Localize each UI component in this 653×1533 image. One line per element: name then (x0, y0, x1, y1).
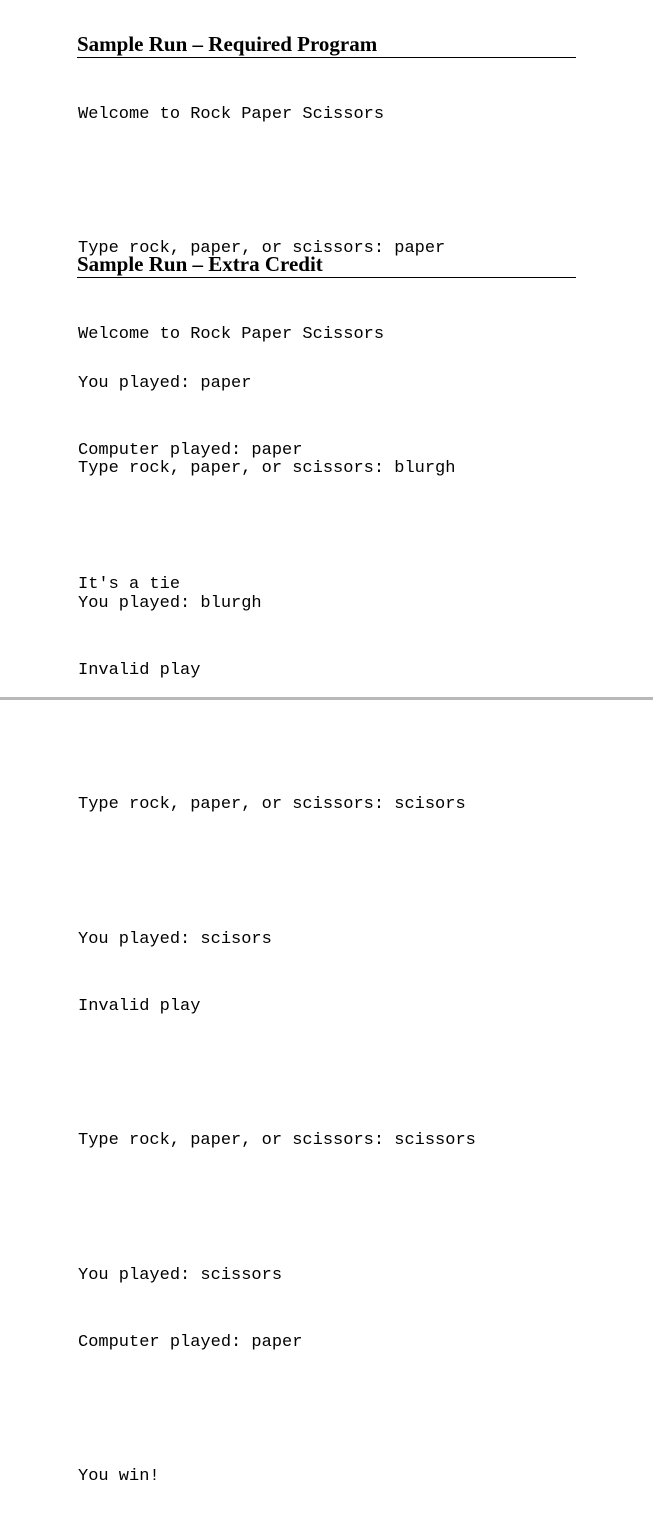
console-line: You win! (78, 1467, 160, 1487)
console-line: Type rock, paper, or scissors: paper (78, 239, 446, 259)
console-line: Type rock, paper, or scissors: blurgh (78, 459, 456, 479)
console-line: You played: scisors (78, 929, 272, 949)
console-line: Welcome to Rock Paper Scissors (78, 104, 385, 124)
console-line-blank (78, 171, 445, 193)
console-line: Computer played: paper (78, 440, 303, 460)
console-line-blank (78, 861, 476, 883)
console-line: You played: scissors (78, 1265, 283, 1285)
section-heading-required-program: Sample Run – Required Program (77, 32, 576, 58)
console-line: Type rock, paper, or scissors: scisors (78, 795, 466, 815)
console-line: You played: blurgh (78, 593, 262, 613)
console-line-blank (78, 1063, 476, 1085)
console-line: Invalid play (78, 996, 201, 1016)
console-line: It's a tie (78, 575, 181, 595)
console-line: You played: paper (78, 373, 252, 393)
section-heading-extra-credit: Sample Run – Extra Credit (77, 252, 576, 278)
console-line-blank (78, 391, 476, 413)
console-line: Type rock, paper, or scissors: scissors (78, 1131, 476, 1151)
console-line: Invalid play (78, 660, 201, 680)
sample-run-output-extra-credit (78, 279, 476, 1533)
console-line-blank (78, 1197, 476, 1219)
console-line-blank (78, 525, 476, 547)
console-line-blank (78, 727, 476, 749)
console-line-blank (78, 1399, 476, 1421)
console-line: Computer played: paper (78, 1332, 303, 1352)
console-line: Welcome to Rock Paper Scissors (78, 324, 385, 344)
page-bottom-edge (0, 697, 653, 700)
